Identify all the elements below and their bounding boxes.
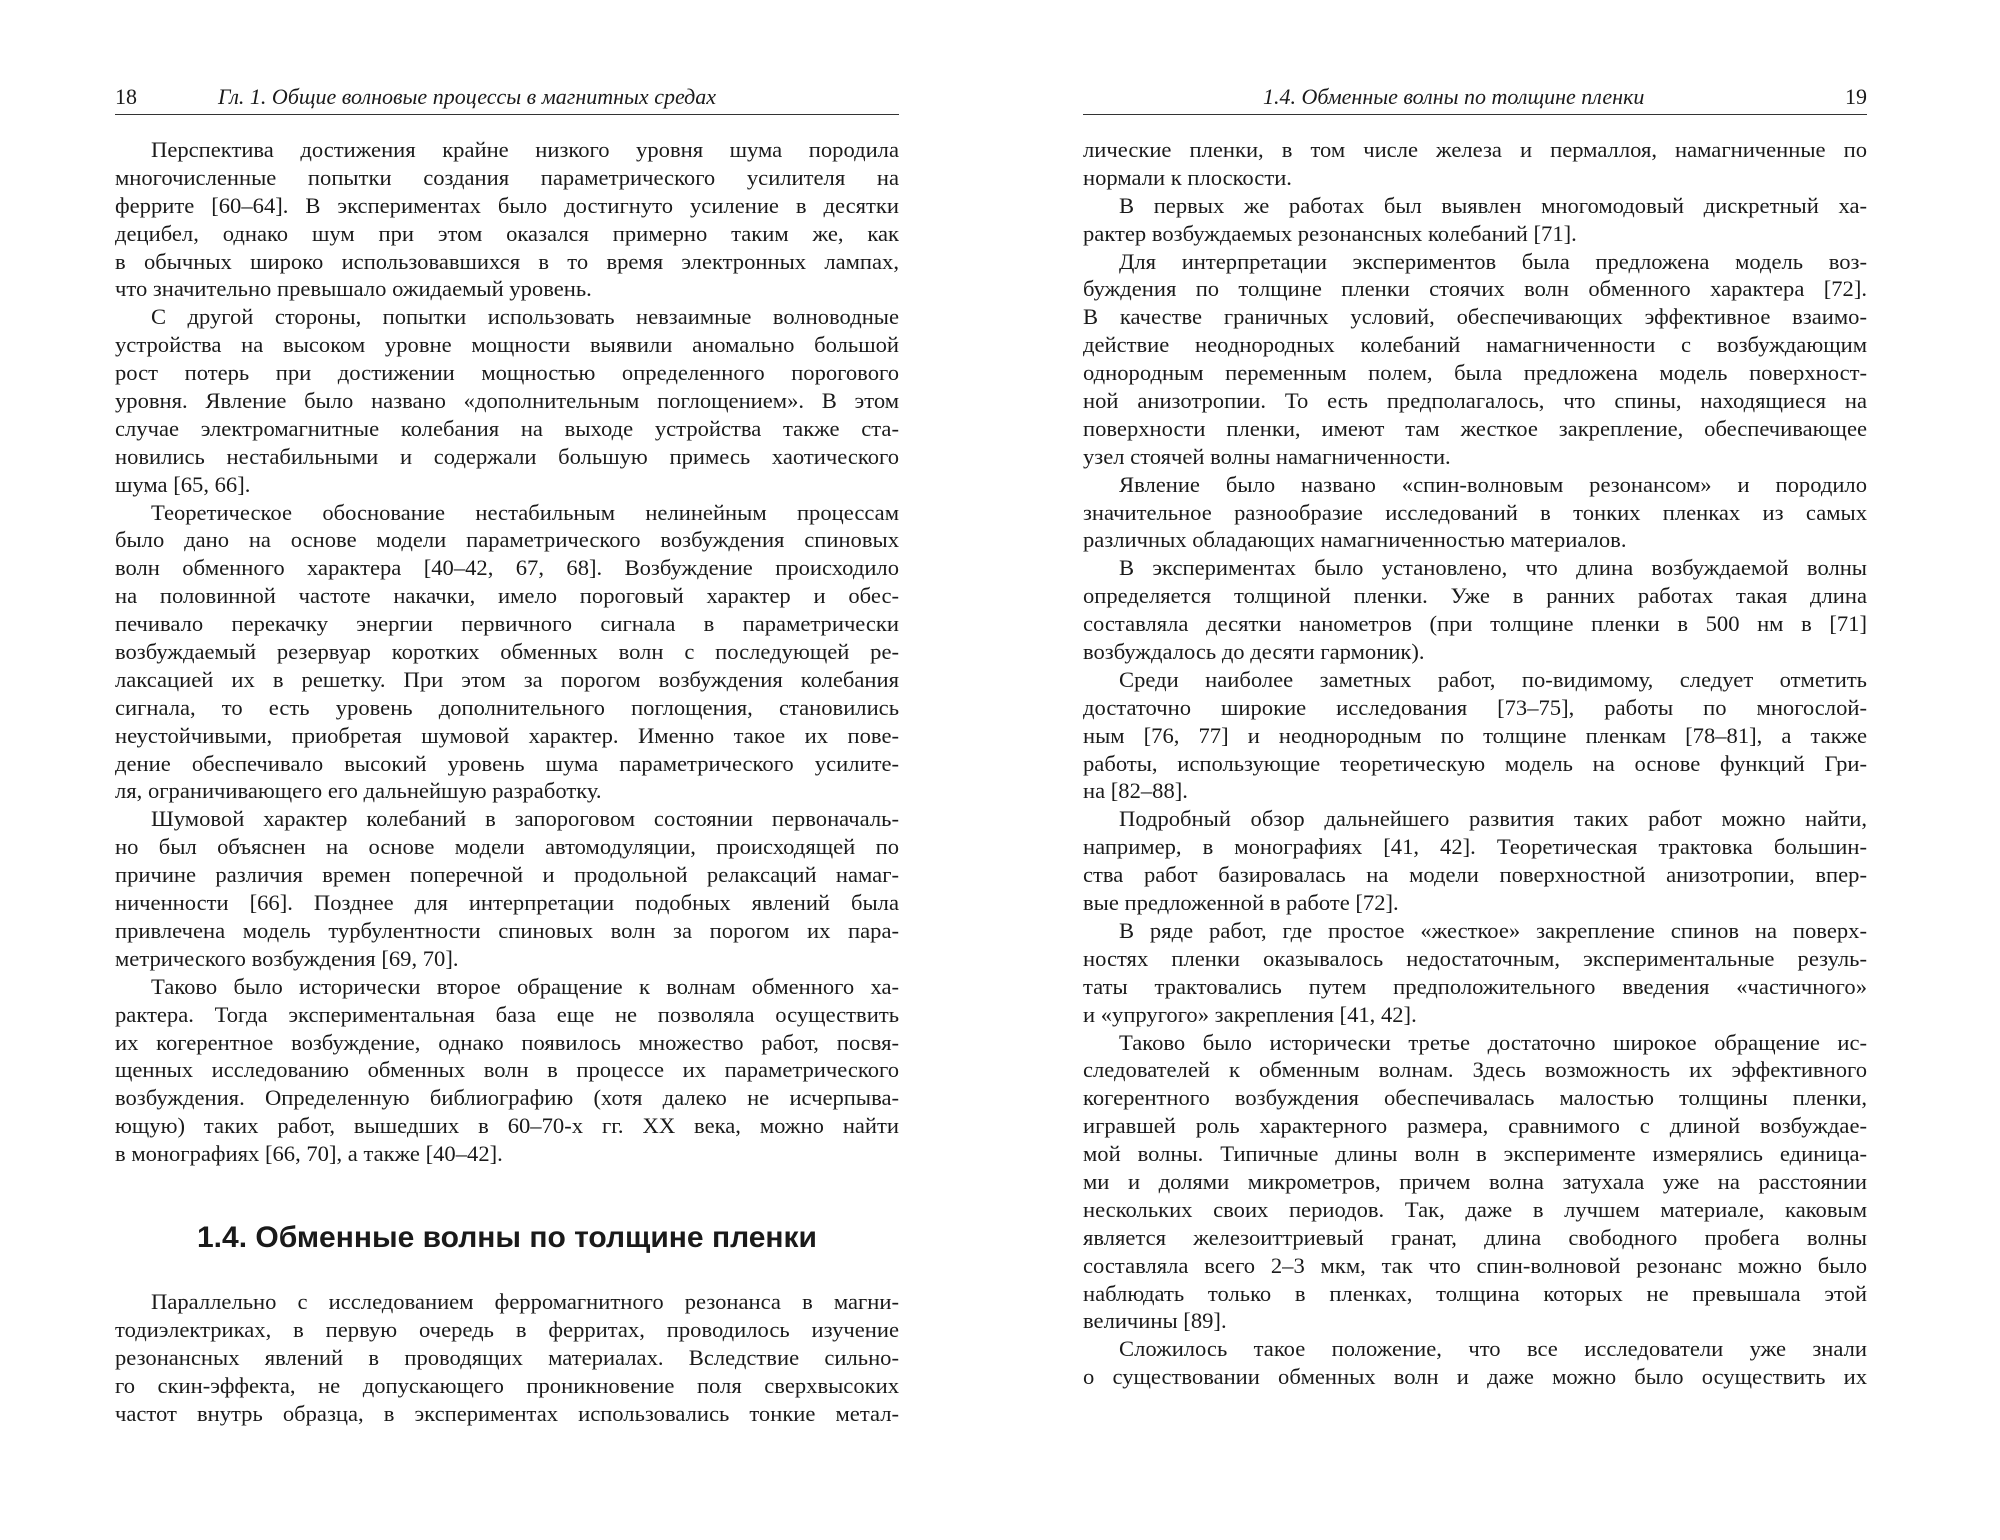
paragraph [115, 499, 899, 806]
text-line: В ряде работ, где простое «жесткое» закрепление спинов на поверх- [1119, 917, 1867, 943]
text-line: Параллельно с исследованием ферромагнитного резонанса в магни- [151, 1288, 899, 1314]
paragraph [115, 303, 899, 498]
text-line: Перспектива достижения крайне низкого уровня шума породила [151, 137, 899, 162]
text-line: различных обладающих намагниченностью материалов. [1083, 527, 1627, 553]
text-line: возбуждалось до десяти гармоник). [1083, 639, 1425, 665]
text-line: неустойчивыми, приобретая шумовой характер. Именно такое их пове- [115, 722, 899, 748]
text-line: на половинной частоте накачки, имело пороговый характер и обес- [115, 583, 899, 609]
text-line: является железоиттриевый гранат, длина свободного пробега волны [1083, 1224, 1867, 1250]
text-line: частот внутрь образца, в экспериментах использовались тонкие метал- [115, 1400, 899, 1426]
paragraph [1083, 1029, 1867, 1336]
text-line: например, в монографиях [41, 42]. Теоретическая трактовка большин- [1083, 834, 1867, 860]
text-line: ной анизотропии. То есть предполагалось, что спины, находящиеся на [1083, 388, 1867, 414]
section-heading: 1.4. Обменные волны по толщине пленки [196, 1220, 817, 1254]
text-line: печивало перекачку энергии первичного сигнала в параметрически [115, 611, 899, 637]
left-paragraphs-before-heading [115, 136, 899, 1168]
paragraph [1083, 666, 1867, 805]
text-line: наблюдать только в пленках, толщина которых не превышала этой [1083, 1280, 1867, 1306]
text-line: мой волны. Типичные длины волн в эксперименте измерялись единица- [1083, 1141, 1867, 1167]
right-running-head [1083, 80, 1867, 115]
text-line: привлечена модель турбулентности спиновых волн за порогом их пара- [115, 917, 899, 943]
text-line: резонансных явлений в проводящих материалах. Вследствие сильно- [115, 1344, 899, 1370]
text-line: что значительно превышало ожидаемый уровень. [115, 276, 592, 302]
text-line: возбуждаемый резервуар коротких обменных волн с последующей ре- [115, 639, 899, 665]
paragraph [115, 1288, 899, 1427]
text-line: узел стоячей волны намагниченности. [1083, 443, 1451, 469]
text-line: волн обменного характера [40–42, 67, 68]. Возбуждение происходило [115, 555, 899, 581]
text-line: ми и долями микрометров, причем волна затухала уже на расстоянии [1083, 1168, 1867, 1194]
text-line: го скин-эффекта, не допускающего проникновение поля сверхвысоких [115, 1372, 899, 1398]
paragraph [1083, 136, 1867, 192]
text-line: метрического возбуждения [69, 70]. [115, 945, 459, 971]
text-line: случае электромагнитные колебания на выходе устройства также ста- [115, 415, 899, 441]
right-page-number: 19 [1845, 84, 1867, 109]
text-line: причине различия времен поперечной и продольной релаксаций намаг- [115, 862, 899, 888]
text-line: Теоретическое обоснование нестабильным нелинейным процессам [151, 499, 899, 525]
text-line: и «упругого» закрепления [41, 42]. [1083, 1001, 1417, 1027]
paragraph [115, 973, 899, 1168]
text-line: лаксацией их в решетку. При этом за порогом возбуждения колебания [115, 666, 899, 692]
text-line: феррите [60–64]. В экспериментах было достигнуто усиление в десятки [115, 192, 899, 218]
paragraph [1083, 1335, 1867, 1391]
left-running-title: Гл. 1. Общие волновые процессы в магнитных средах [218, 84, 717, 109]
text-line: возбуждения. Определенную библиографию (хотя далеко не исчерпыва- [115, 1085, 899, 1111]
text-line: поверхности пленки, имеют там жесткое закрепление, обеспечивающее [1083, 415, 1867, 441]
text-line: рост потерь при достижении мощностью определенного порогового [115, 360, 899, 386]
left-body-text [115, 136, 899, 1427]
text-line: определяется толщиной пленки. Уже в ранних работах такая длина [1083, 583, 1867, 609]
text-line: значительное разнообразие исследований в тонких пленках из самых [1083, 499, 1867, 525]
text-line: игравшей роль характерного размера, сравнимого с длиной возбуждае- [1083, 1113, 1867, 1139]
text-line: Явление было названо «спин-волновым резонансом» и породило [1119, 471, 1867, 497]
text-line: лические пленки, в том числе железа и пермаллоя, намагниченные по [1083, 137, 1867, 162]
left-page-number: 18 [115, 84, 137, 109]
right-running-title: 1.4. Обменные волны по толщине пленки [1263, 84, 1645, 109]
text-line: ниченности [66]. Позднее для интерпретации подобных явлений была [115, 890, 899, 916]
paragraph [115, 136, 899, 303]
text-line: о существовании обменных волн и даже можно было осуществить их [1083, 1364, 1867, 1390]
paragraph [1083, 917, 1867, 1029]
text-line: устройства на высоком уровне мощности выявили аномально большой [115, 332, 899, 358]
text-line: вые предложенной в работе [72]. [1083, 890, 1399, 916]
text-line: в обычных широко использовавшихся в то время электронных лампах, [115, 248, 899, 274]
text-line: составляла десятки нанометров (при толщине пленки в 500 нм в [71] [1083, 611, 1867, 637]
text-line: В экспериментах было установлено, что длина возбуждаемой волны [1119, 555, 1867, 581]
left-page [115, 0, 899, 1540]
text-line: буждения по толщине пленки стоячих волн обменного характера [72]. [1083, 276, 1867, 302]
text-line: С другой стороны, попытки использовать невзаимные волноводные [151, 304, 899, 330]
text-line: работы, использующие теоретическую модель на основе функций Гри- [1083, 750, 1867, 776]
text-line: Сложилось такое положение, что все исследователи уже знали [1119, 1336, 1867, 1362]
text-line: рактера. Тогда экспериментальная база еще не позволяла осуществить [115, 1001, 899, 1027]
paragraph [1083, 248, 1867, 471]
text-line: тодиэлектриках, в первую очередь в ферритах, проводилось изучение [115, 1316, 899, 1342]
text-line: ющую) таких работ, вышедших в 60–70-х гг. XX века, можно найти [115, 1113, 899, 1139]
text-line: Среди наиболее заметных работ, по-видимому, следует отметить [1119, 666, 1867, 692]
right-page [1083, 0, 1867, 1540]
text-line: уровня. Явление было названо «дополнительным поглощением». В этом [115, 388, 899, 414]
text-line: составляла всего 2–3 мкм, так что спин-волновой резонанс можно было [1083, 1252, 1867, 1278]
text-line: ным [76, 77] и неоднородным по толщине пленкам [78–81], а также [1083, 722, 1867, 748]
right-paragraphs [1083, 136, 1867, 1391]
text-line: действие неоднородных колебаний намагниченности с возбуждающим [1083, 332, 1867, 358]
text-line: было дано на основе модели параметрического возбуждения спиновых [115, 527, 899, 553]
text-line: нормали к плоскости. [1083, 164, 1292, 190]
text-line: следователей к обменным волнам. Здесь возможность их эффективного [1083, 1057, 1867, 1083]
text-line: когерентного возбуждения обеспечивалась малостью толщины пленки, [1083, 1085, 1867, 1111]
text-line: Шумовой характер колебаний в запороговом состоянии первоначаль- [151, 806, 899, 832]
text-line: Для интерпретации экспериментов была предложена модель воз- [1119, 248, 1867, 274]
text-line: таты трактовались путем предположительного введения «частичного» [1083, 973, 1867, 999]
paragraph [1083, 471, 1867, 555]
paragraph [1083, 554, 1867, 666]
text-line: Таково было исторически второе обращение к волнам обменного ха- [151, 973, 899, 999]
text-line: в монографиях [66, 70], а также [40–42]. [115, 1141, 503, 1167]
left-paragraphs-after-heading [115, 1288, 899, 1427]
text-line: В первых же работах был выявлен многомодовый дискретный ха- [1119, 192, 1867, 218]
text-line: щенных исследованию обменных волн в процессе их параметрического [115, 1057, 899, 1083]
text-line: сигнала, то есть уровень дополнительного поглощения, становились [115, 694, 899, 720]
text-line: рактер возбуждаемых резонансных колебаний [71]. [1083, 220, 1577, 246]
paragraph [1083, 805, 1867, 917]
text-line: шума [65, 66]. [115, 471, 251, 497]
text-line: нескольких своих периодов. Так, даже в лучшем материале, каковым [1083, 1196, 1867, 1222]
text-line: но был объяснен на основе модели автомодуляции, происходящей по [115, 834, 899, 860]
text-line: децибел, однако шум при этом оказался примерно таким же, как [115, 220, 899, 246]
text-line: их когерентное возбуждение, однако появилось множество работ, посвя- [115, 1029, 899, 1055]
text-line: В качестве граничных условий, обеспечивающих эффективное взаимо- [1083, 304, 1867, 330]
text-line: ля, ограничивающего его дальнейшую разработку. [115, 778, 602, 804]
text-line: ностях пленки оказывалось недостаточным, экспериментальные резуль- [1083, 945, 1867, 971]
text-line: дение обеспечивало высокий уровень шума параметрического усилите- [115, 750, 899, 776]
text-line: многочисленные попытки создания параметрического усилителя на [115, 164, 899, 190]
right-body-text [1083, 136, 1867, 1391]
text-line: Подробный обзор дальнейшего развития таких работ можно найти, [1119, 806, 1867, 832]
text-line: на [82–88]. [1083, 778, 1188, 804]
text-line: ства работ базировалась на модели поверхностной анизотропии, впер- [1083, 862, 1867, 888]
paragraph [1083, 192, 1867, 248]
text-line: достаточно широкие исследования [73–75], работы по многослой- [1083, 694, 1867, 720]
text-line: величины [89]. [1083, 1308, 1227, 1334]
text-line: однородным переменным полем, была предложена модель поверхност- [1083, 360, 1867, 386]
text-line: новились нестабильными и содержали большую примесь хаотического [115, 443, 899, 469]
text-line: Таково было исторически третье достаточно широкое обращение ис- [1119, 1029, 1867, 1055]
left-running-head [115, 80, 899, 115]
paragraph [115, 805, 899, 972]
